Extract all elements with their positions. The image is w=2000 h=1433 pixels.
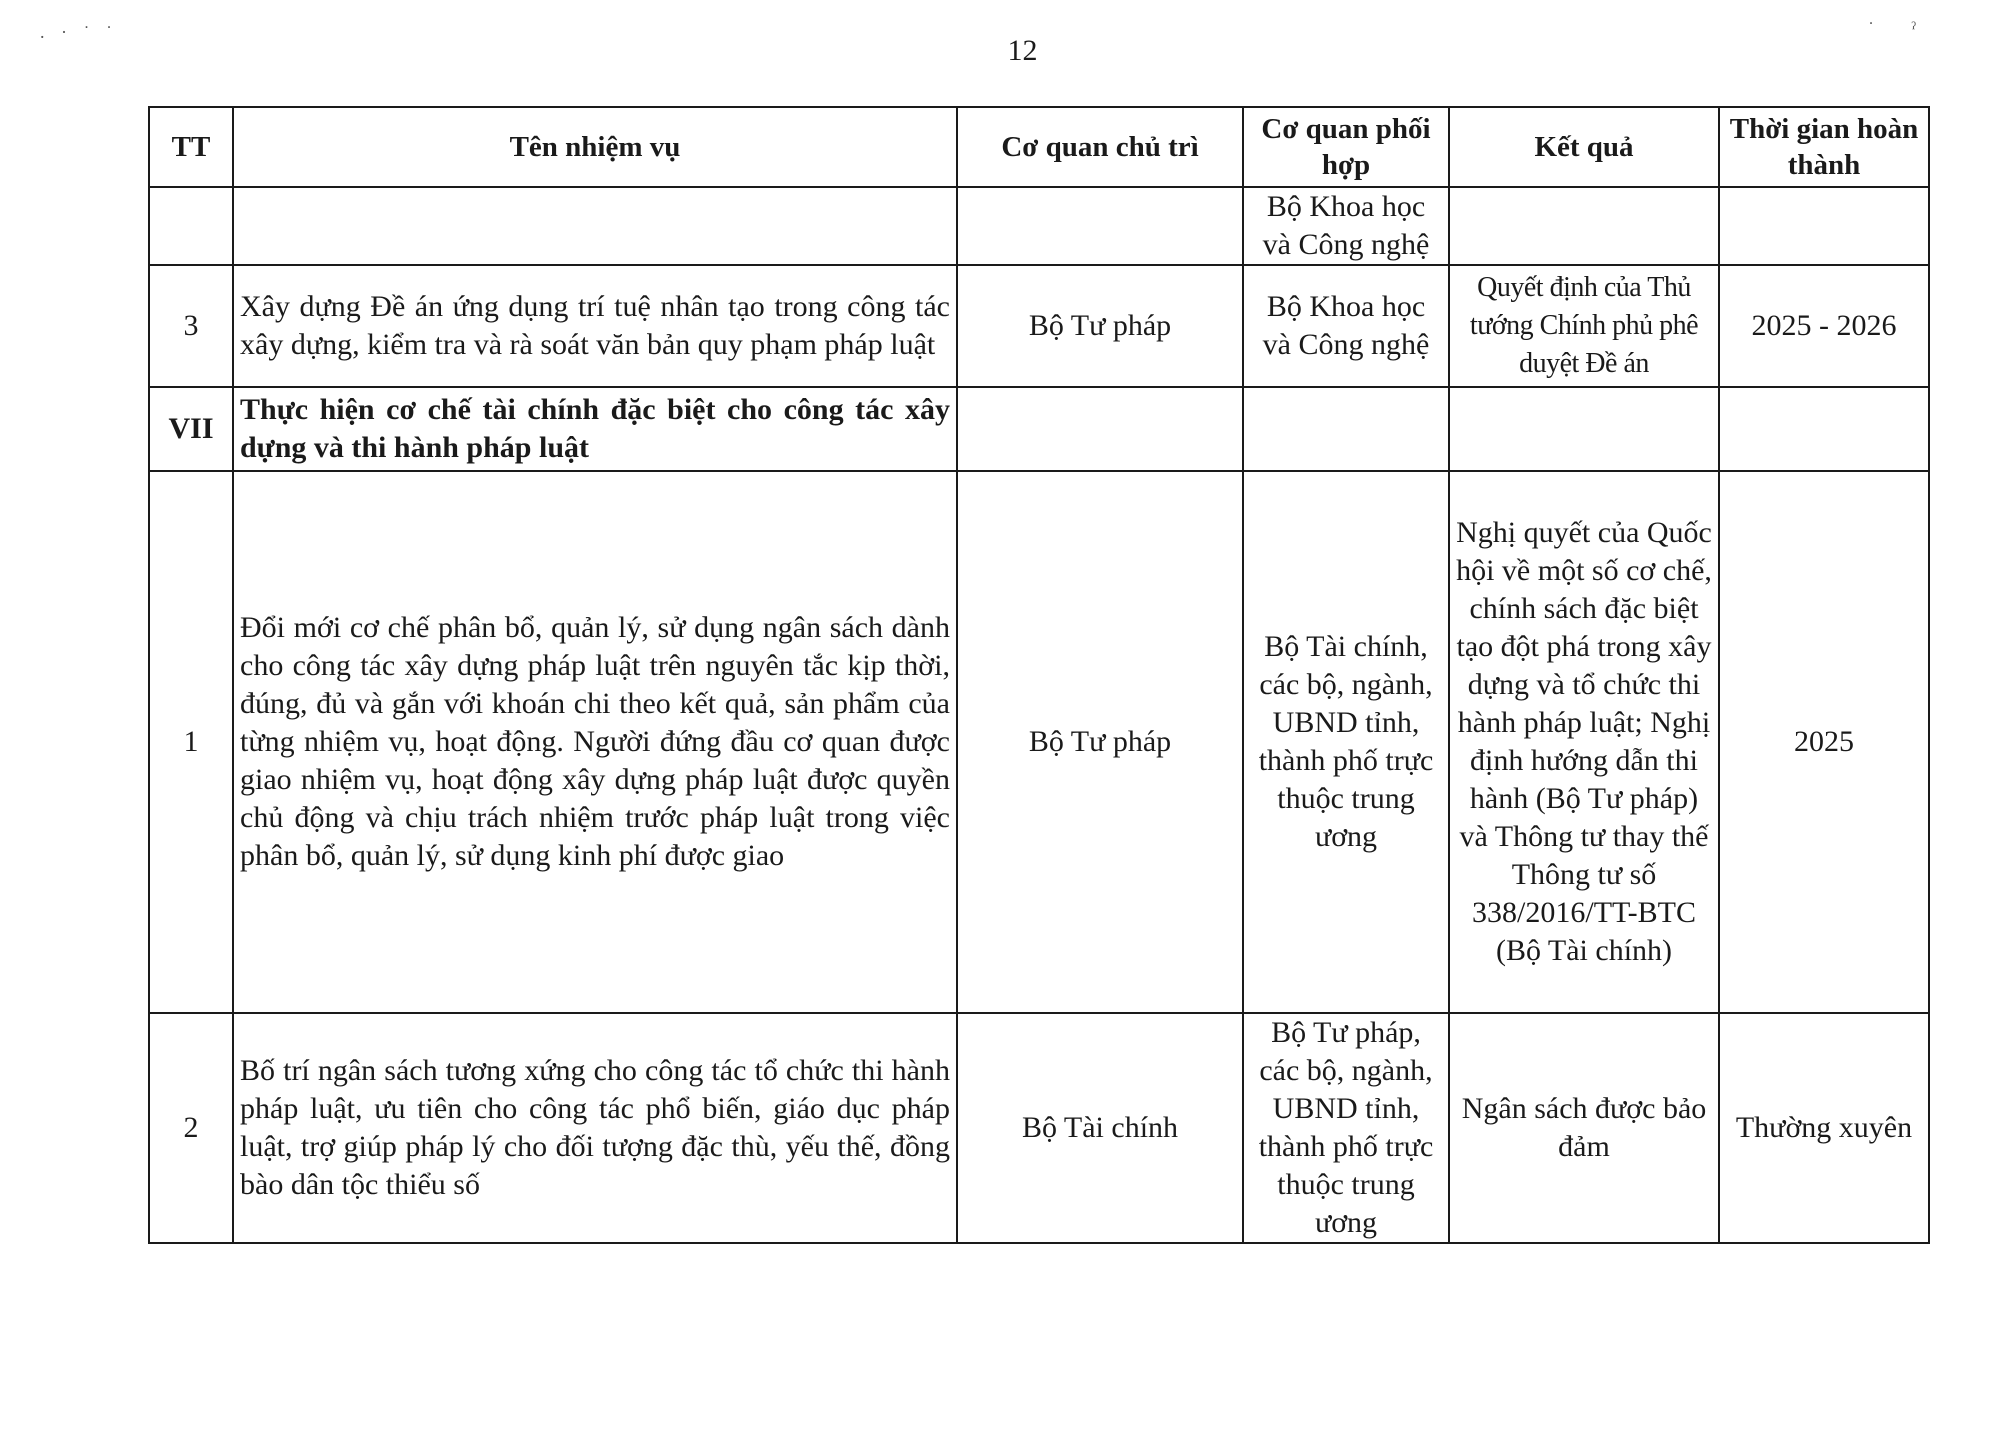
cell-time: 2025 - 2026 (1719, 265, 1929, 387)
cell-lead (957, 187, 1243, 265)
cell-coord (1243, 387, 1449, 471)
cell-result (1449, 387, 1719, 471)
cell-time (1719, 387, 1929, 471)
cell-time: Thường xuyên (1719, 1013, 1929, 1243)
cell-lead: Bộ Tài chính (957, 1013, 1243, 1243)
cell-task (233, 187, 957, 265)
section-title: Thực hiện cơ chế tài chính đặc biệt cho công tác xây dựng và thi hành pháp luật (233, 387, 957, 471)
header-coordinating-agency: Cơ quan phối hợp (1243, 107, 1449, 187)
cell-result: Quyết định của Thủ tướng Chính phủ phê duyệt Đề án (1449, 265, 1719, 387)
cell-tt: 1 (149, 471, 233, 1013)
section-row (149, 387, 1929, 471)
scan-artifact-dots: ˙ ˀ (1868, 18, 1922, 38)
cell-coord: Bộ Khoa học và Công nghệ (1243, 265, 1449, 387)
header-lead-agency: Cơ quan chủ trì (957, 107, 1243, 187)
cell-result: Ngân sách được bảo đảm (1449, 1013, 1719, 1243)
table-row (149, 265, 1929, 387)
header-tt: TT (149, 107, 233, 187)
cell-tt (149, 187, 233, 265)
cell-task: Bố trí ngân sách tương xứng cho công tác tổ chức thi hành pháp luật, ưu tiên cho công tác phổ biến, giáo dục pháp luật, trợ giúp pháp lý cho đối tượng đặc thù, yếu thế, đồng bào dân tộc thiểu số (233, 1013, 957, 1243)
header-task-name: Tên nhiệm vụ (233, 107, 957, 187)
header-result: Kết quả (1449, 107, 1719, 187)
cell-task: Xây dựng Đề án ứng dụng trí tuệ nhân tạo trong công tác xây dựng, kiểm tra và rà soát văn bản quy phạm pháp luật (233, 265, 957, 387)
page-number: 12 (1007, 34, 1038, 67)
cell-tt: 3 (149, 265, 233, 387)
cell-time: 2025 (1719, 471, 1929, 1013)
cell-lead: Bộ Tư pháp (957, 265, 1243, 387)
table-row (149, 471, 1929, 1013)
scan-artifact-dots: . · ˙ ˙ (40, 22, 118, 42)
cell-result: Nghị quyết của Quốc hội về một số cơ chế, chính sách đặc biệt tạo đột phá trong xây dựng và tổ chức thi hành pháp luật; Nghị định hướng dẫn thi hành (Bộ Tư pháp) và Thông tư thay thế Thông tư số 338/2016/TT-BTC (Bộ Tài chính) (1449, 471, 1719, 1013)
section-number: VII (149, 387, 233, 471)
cell-result (1449, 187, 1719, 265)
cell-tt: 2 (149, 1013, 233, 1243)
cell-time (1719, 187, 1929, 265)
cell-lead: Bộ Tư pháp (957, 471, 1243, 1013)
cell-task: Đổi mới cơ chế phân bổ, quản lý, sử dụng ngân sách dành cho công tác xây dựng pháp luật trên nguyên tắc kịp thời, đúng, đủ và gắn với khoán chi theo kết quả, sản phẩm của từng nhiệm vụ, hoạt động. Người đứng đầu cơ quan được giao nhiệm vụ, hoạt động xây dựng pháp luật được quyền chủ động và chịu trách nhiệm trước pháp luật trong việc phân bổ, quản lý, sử dụng kinh phí được giao (233, 471, 957, 1013)
cell-coord: Bộ Tư pháp, các bộ, ngành, UBND tỉnh, thành phố trực thuộc trung ương (1243, 1013, 1449, 1243)
task-table (148, 106, 1930, 1244)
cell-coord: Bộ Khoa học và Công nghệ (1243, 187, 1449, 265)
cell-lead (957, 387, 1243, 471)
cell-coord: Bộ Tài chính, các bộ, ngành, UBND tỉnh, thành phố trực thuộc trung ương (1243, 471, 1449, 1013)
table-row (149, 187, 1929, 265)
table-row (149, 1013, 1929, 1243)
table-header-row (149, 107, 1929, 187)
header-completion-time: Thời gian hoàn thành (1719, 107, 1929, 187)
